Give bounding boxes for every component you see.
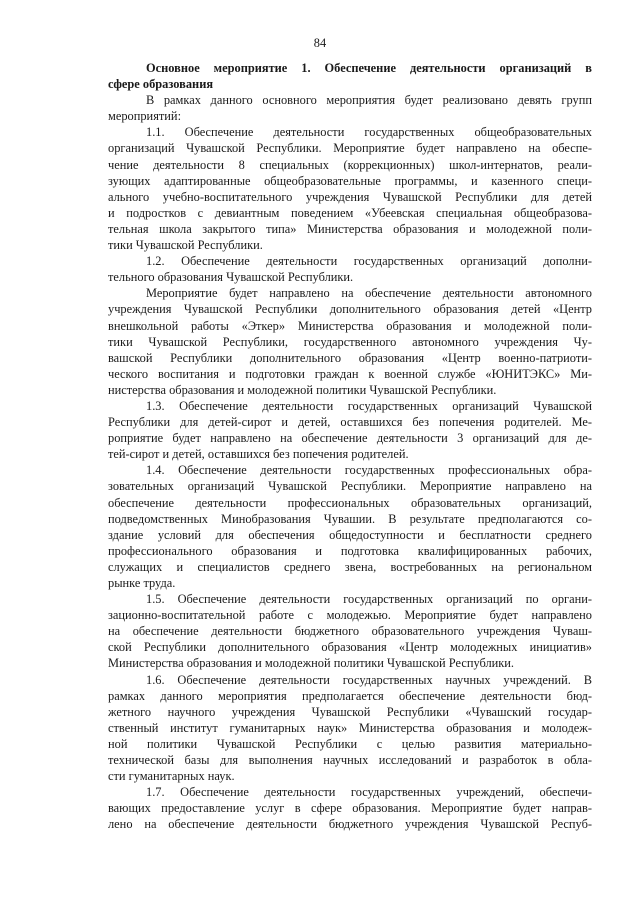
paragraph-line: Республики для детей-сирот и детей, оставшихся без попечения родителей. Ме- — [108, 415, 592, 430]
page-number: 84 — [313, 36, 327, 50]
paragraph — [108, 92, 592, 124]
paragraph-line: зовательных организаций Чувашской Республики. Мероприятие направлено на — [108, 479, 592, 494]
paragraph-line: профессионального образования и подготовка квалифицированных рабочих, — [108, 543, 592, 558]
section-heading — [108, 60, 592, 92]
paragraph-line: тельная школа закрытого типа» Министерства образования и молодежной поли- — [108, 221, 592, 236]
paragraph-line: сти гуманитарных наук. — [108, 769, 235, 784]
paragraph-line: служащих и специалистов среднего звена, востребованных на региональном — [108, 559, 592, 574]
paragraph-line: обеспечение деятельности профессиональных образовательных организаций, — [108, 495, 592, 510]
paragraph-line: 1.7. Обеспечение деятельности государственных учреждений, обеспечи- — [146, 785, 592, 800]
paragraph-line: роприятие будет направлено на обеспечение деятельности 3 организаций для де- — [108, 431, 592, 446]
paragraph-line: 1.1. Обеспечение деятельности государственных общеобразовательных — [146, 125, 592, 140]
paragraph-line: вашской Республики дополнительного образования «Центр военно-патриоти- — [108, 350, 592, 365]
paragraph-line: организаций Чувашской Республики. Мероприятие будет направлено на обеспе- — [108, 141, 592, 156]
paragraph-line: 1.2. Обеспечение деятельности государственных организаций дополни- — [146, 254, 592, 269]
paragraph-line: тики Чувашской Республики. — [108, 238, 263, 253]
paragraph-line: рынке труда. — [108, 576, 176, 590]
paragraph-line: жетного научного учреждения Чувашской Республики «Чувашский государ- — [108, 704, 592, 719]
paragraph-line: нистерства образования и молодежной политики Чувашской Республики. — [108, 382, 497, 397]
paragraph-line: В рамках данного основного мероприятия будет реализовано девять групп — [146, 93, 592, 108]
paragraph-line: тики Чувашской Республики, государственного автономного учреждения Чу- — [108, 334, 592, 349]
paragraph-line: ального учебно-воспитательного учреждения Чувашской Республики для детей — [108, 189, 592, 204]
paragraph-line: внешкольной работы «Эткер» Министерства образования и молодежной поли- — [108, 318, 592, 333]
paragraph-line: и подростков с девиантным поведением «Убеевская специальная общеобразова- — [108, 205, 592, 220]
paragraph — [108, 124, 592, 253]
paragraph-line: ской Республики дополнительного образования «Центр молодежных инициатив» — [108, 640, 592, 655]
paragraph-line: тельного образования Чувашской Республики. — [108, 270, 354, 285]
paragraph-line: ческого воспитания и подготовки граждан к военной службе «ЮНИТЭКС» Ми- — [108, 366, 592, 381]
paragraph-line: вающих предоставление услуг в сфере образования. Мероприятие будет направ- — [108, 801, 592, 816]
paragraph-line: лено на обеспечение деятельности бюджетного учреждения Чувашской Респуб- — [108, 817, 592, 832]
paragraph-line: тей-сирот и детей, оставшихся без попечения родителей. — [108, 447, 409, 462]
paragraph-line: мероприятий: — [108, 109, 182, 124]
paragraph — [108, 672, 592, 785]
paragraph-line: 1.4. Обеспечение деятельности государственных профессиональных обра- — [146, 463, 592, 478]
heading-line: Основное мероприятие 1. Обеспечение деятельности организаций в — [146, 61, 592, 75]
paragraph-line: Мероприятие будет направлено на обеспечение деятельности автономного — [146, 286, 592, 301]
paragraph — [108, 398, 592, 462]
paragraph-line: 1.3. Обеспечение деятельности государственных организаций Чувашской — [146, 398, 592, 413]
paragraph-line: 1.6. Обеспечение деятельности государственных научных учреждений. В — [146, 672, 592, 687]
paragraph-line: зующих адаптированные общеобразовательные программы, и казенного специ- — [108, 173, 592, 188]
paragraph-line: Министерства образования и молодежной политики Чувашской Республики. — [108, 656, 515, 671]
paragraph-line: чение деятельности 8 специальных (коррекционных) школ-интернатов, реали- — [108, 157, 592, 172]
paragraph — [108, 253, 592, 285]
paragraph-line: зационно-воспитательной работе с молодежью. Мероприятие будет направлено — [108, 608, 592, 623]
paragraph-line: подведомственных Минобразования Чувашии. В результате предполагаются со- — [108, 511, 592, 526]
paragraph — [108, 784, 592, 832]
paragraph-line: здание условий для обеспечения общедоступности и бесплатности среднего — [108, 527, 592, 542]
paragraph — [108, 591, 592, 671]
paragraph-line: технической базы для выполнения научных исследований и разработок в обла- — [108, 753, 592, 768]
document-body — [108, 60, 592, 833]
paragraph-line: на обеспечение деятельности бюджетного образовательного учреждения Чуваш- — [108, 624, 592, 639]
paragraph-line: ной политики Чувашской Республики с целью развития материально- — [108, 736, 592, 751]
heading-line: сфере образования — [108, 77, 214, 92]
paragraph-line: ственный институт гуманитарных наук» Министерства образования и молодеж- — [108, 720, 592, 735]
paragraph — [108, 462, 592, 591]
paragraph-line: учреждения Чувашской Республики дополнительного образования детей «Центр — [108, 302, 592, 317]
paragraph — [108, 285, 592, 398]
paragraph-line: рамках данного мероприятия предполагается обеспечение деятельности бюд- — [108, 688, 592, 703]
paragraph-line: 1.5. Обеспечение деятельности государственных организаций по органи- — [146, 592, 592, 607]
